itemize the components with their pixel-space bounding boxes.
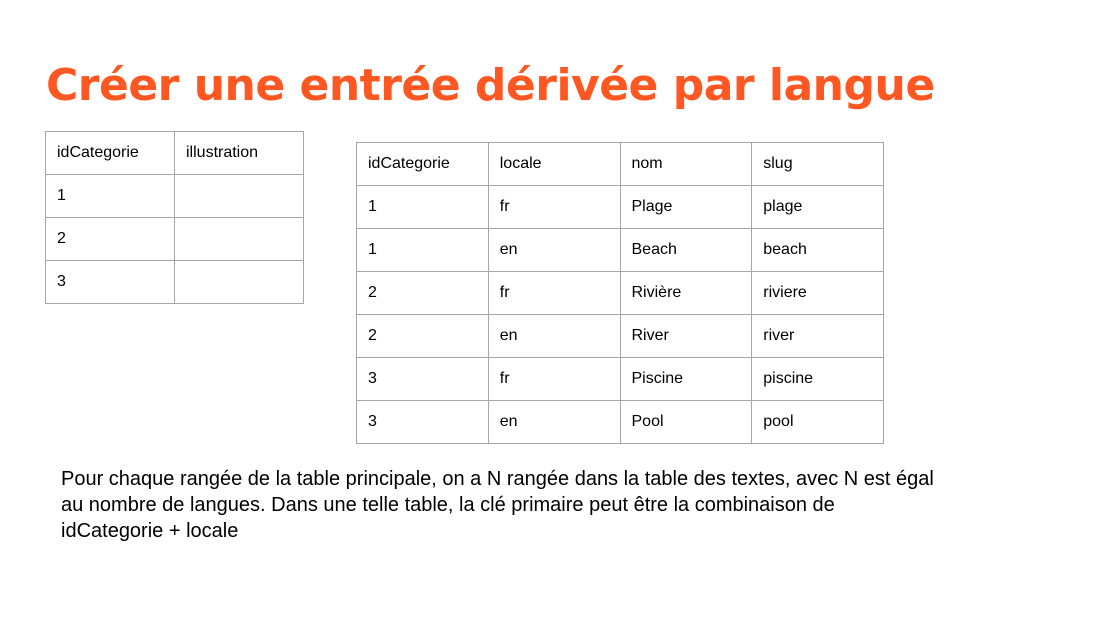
- table-row: [357, 272, 884, 315]
- table-row: [357, 401, 884, 444]
- description-text: Pour chaque rangée de la table principale, on a N rangée dans la table des textes, avec N est égal au nombre de langues. Dans une telle table, la clé primaire peut être la combinaison de idCategorie + locale: [61, 468, 934, 542]
- table-cell: 2: [46, 218, 175, 261]
- main-table: [45, 131, 304, 304]
- table-cell: en: [488, 229, 620, 272]
- header-cell: idCategorie: [357, 143, 489, 186]
- table-cell: 1: [357, 186, 489, 229]
- table-cell: fr: [488, 272, 620, 315]
- table-cell: 3: [357, 358, 489, 401]
- table-cell: Beach: [620, 229, 752, 272]
- header-cell: slug: [752, 143, 884, 186]
- table-row: [46, 261, 304, 304]
- table-cell: [175, 175, 304, 218]
- table-cell: [175, 261, 304, 304]
- header-cell: illustration: [175, 132, 304, 175]
- slide-title: Créer une entrée dérivée par langue: [46, 60, 935, 111]
- text-table: [356, 142, 884, 444]
- table-header-row: [357, 143, 884, 186]
- table-cell: River: [620, 315, 752, 358]
- table-cell: 2: [357, 272, 489, 315]
- table-cell: 1: [357, 229, 489, 272]
- table-row: [357, 315, 884, 358]
- table-row: [46, 175, 304, 218]
- table-cell: plage: [752, 186, 884, 229]
- table-cell: beach: [752, 229, 884, 272]
- table-cell: Plage: [620, 186, 752, 229]
- header-cell: locale: [488, 143, 620, 186]
- table-row: [357, 229, 884, 272]
- table-row: [357, 358, 884, 401]
- table-cell: fr: [488, 358, 620, 401]
- table-cell: river: [752, 315, 884, 358]
- table-cell: fr: [488, 186, 620, 229]
- header-cell: idCategorie: [46, 132, 175, 175]
- table-cell: 3: [46, 261, 175, 304]
- table-cell: 2: [357, 315, 489, 358]
- table-cell: [175, 218, 304, 261]
- table-row: [46, 218, 304, 261]
- table-cell: Piscine: [620, 358, 752, 401]
- table-cell: Rivière: [620, 272, 752, 315]
- table-cell: riviere: [752, 272, 884, 315]
- table-cell: piscine: [752, 358, 884, 401]
- table-header-row: [46, 132, 304, 175]
- table-cell: en: [488, 401, 620, 444]
- table-cell: pool: [752, 401, 884, 444]
- table-cell: Pool: [620, 401, 752, 444]
- table-cell: 1: [46, 175, 175, 218]
- header-cell: nom: [620, 143, 752, 186]
- table-row: [357, 186, 884, 229]
- table-cell: en: [488, 315, 620, 358]
- table-cell: 3: [357, 401, 489, 444]
